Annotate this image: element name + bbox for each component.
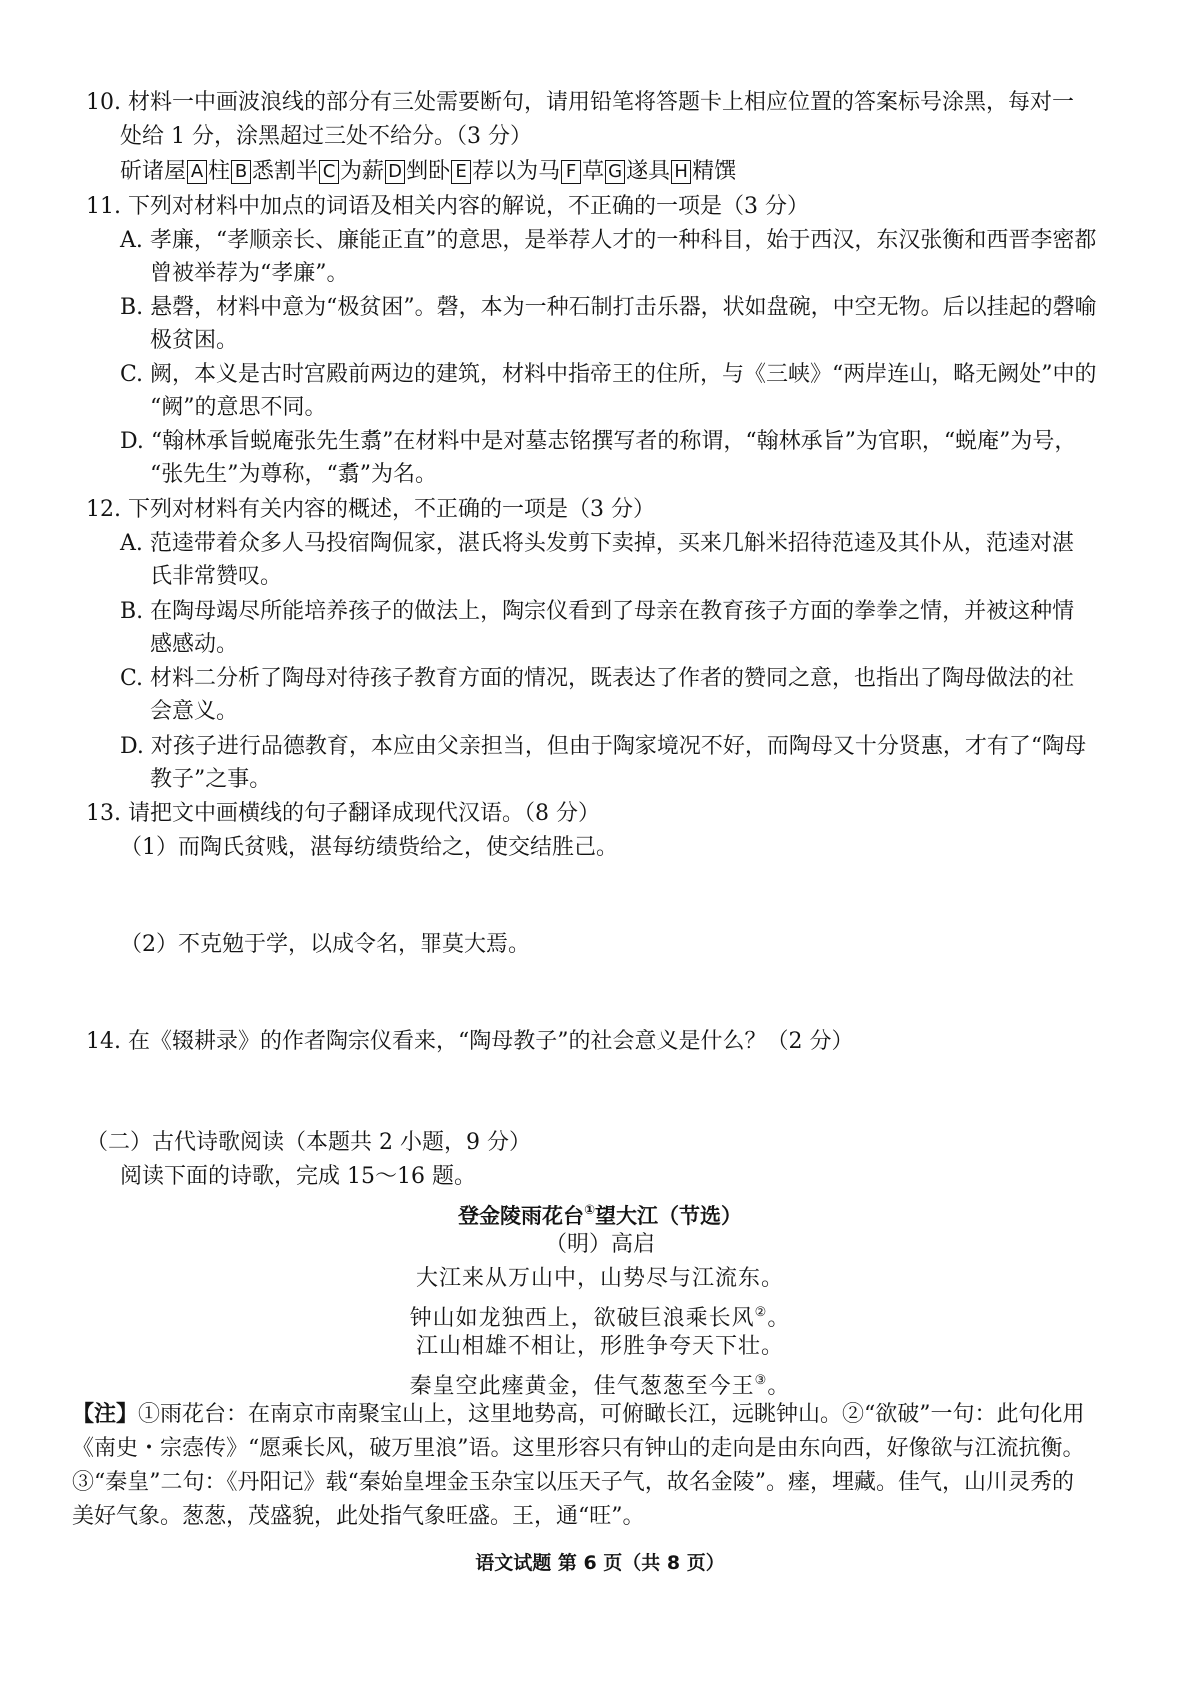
poem-verse-text: 秦皇空此瘗黄金，佳气葱葱至今王 [409, 1374, 755, 1399]
answer-box-f[interactable]: F [561, 160, 581, 184]
note-line-2: 《南史・宗悫传》“愿乘长风，破万里浪”语。这里形容只有钟山的走向是由东向西，好像欲与江流抗衡。 [72, 1436, 1085, 1461]
seg-text: 剉卧 [406, 159, 451, 184]
q11-option-b-cont: 极贫困。 [150, 328, 239, 353]
q12-option-b-cont: 感感动。 [150, 632, 239, 657]
q10-line2: 处给 1 分，涂黑超过三处不给分。（3 分） [120, 124, 532, 149]
note-line-4: 美好气象。葱葱，茂盛貌，此处指气象旺盛。王，通“旺”。 [72, 1504, 645, 1529]
note-line-1 [72, 1400, 1085, 1430]
footnote-mark: ① [583, 1203, 595, 1218]
poem-title-part2: 望大江（节选） [595, 1204, 742, 1228]
section-instruction: 阅读下面的诗歌，完成 15～16 题。 [120, 1164, 476, 1189]
page-footer: 语文试题 第 6 页（共 8 页） [475, 1552, 725, 1574]
q11-option-d: D. “翰林承旨蜕庵张先生翥”在材料中是对墓志铭撰写者的称谓，“翰林承旨”为官职，“蜕庵”为号， [120, 429, 1077, 454]
q14-stem: 14. 在《辍耕录》的作者陶宗仪看来，“陶母教子”的社会意义是什么？（2 分） [86, 1029, 854, 1054]
answer-box-h[interactable]: H [671, 160, 691, 184]
answer-box-b[interactable]: B [231, 160, 251, 184]
answer-box-c[interactable]: C [319, 160, 339, 184]
q10-segmentation-text [120, 157, 736, 187]
section-heading: （二）古代诗歌阅读（本题共 2 小题，9 分） [86, 1130, 531, 1155]
q12-option-d-cont: 教子”之事。 [150, 767, 272, 792]
q12-option-c: C. 材料二分析了陶母对待孩子教育方面的情况，既表达了作者的赞同之意，也指出了陶母做法的社 [120, 666, 1075, 691]
q11-option-a-cont: 曾被举荐为“孝廉”。 [150, 261, 349, 286]
q10-line1: 10. 材料一中画波浪线的部分有三处需要断句，请用铅笔将答题卡上相应位置的答案标号涂黑，每对一 [86, 90, 1074, 115]
seg-text: 为薪 [340, 159, 385, 184]
note-line-3: ③“秦皇”二句：《丹阳记》载“秦始皇埋金玉杂宝以压天子气，故名金陵”。瘗，埋藏。佳气，山川灵秀的 [72, 1470, 1074, 1495]
q12-option-a: A. 范逵带着众多人马投宿陶侃家，湛氏将头发剪下卖掉，买来几斛米招待范逵及其仆从，范逵对湛 [120, 531, 1074, 556]
answer-box-a[interactable]: A [187, 160, 207, 184]
seg-text: 遂具 [626, 159, 671, 184]
poem-verse-text: 钟山如龙独西上，欲破巨浪乘长风 [409, 1306, 755, 1331]
seg-text: 荐以为马 [472, 159, 561, 184]
q11-option-d-cont: “张先生”为尊称，“翥”为名。 [150, 462, 437, 487]
q11-option-b: B. 悬磬，材料中意为“极贫困”。磬，本为一种石制打击乐器，状如盘碗，中空无物。后以挂起的磬喻 [120, 295, 1097, 320]
q12-option-c-cont: 会意义。 [150, 699, 239, 724]
answer-box-e[interactable]: E [451, 160, 471, 184]
seg-text: 草 [582, 159, 605, 184]
poem-author: （明）高启 [544, 1232, 655, 1257]
q12-stem: 12. 下列对材料有关内容的概述，不正确的一项是（3 分） [86, 497, 655, 522]
note-tag: 【注】 [72, 1402, 139, 1427]
poem-title-part1: 登金陵雨花台 [457, 1204, 584, 1228]
q12-option-d: D. 对孩子进行品德教育，本应由父亲担当，但由于陶家境况不好，而陶母又十分贤惠，才有了“陶母 [120, 734, 1087, 759]
q12-option-a-cont: 氏非常赞叹。 [150, 564, 283, 589]
q12-option-b: B. 在陶母竭尽所能培养孩子的做法上，陶宗仪看到了母亲在教育孩子方面的拳拳之情，并被这种情 [120, 599, 1075, 624]
poem-verse-end: 。 [767, 1306, 791, 1331]
seg-text: 斫诸屋 [120, 159, 187, 184]
poem-title [0, 1196, 1200, 1231]
poem-verse-4 [0, 1366, 1200, 1402]
footnote-mark: ③ [754, 1373, 768, 1388]
seg-text: 精馔 [692, 159, 737, 184]
answer-box-g[interactable]: G [605, 160, 625, 184]
note-text: ①雨花台：在南京市南聚宝山上，这里地势高，可俯瞰长江，远眺钟山。②“欲破”一句：此句化用 [138, 1402, 1085, 1427]
answer-box-d[interactable]: D [385, 160, 405, 184]
seg-text: 柱 [208, 159, 231, 184]
poem-verse-1: 大江来从万山中，山势尽与江流东。 [415, 1266, 784, 1291]
footnote-mark: ② [754, 1305, 768, 1320]
q11-option-c-cont: “阙”的意思不同。 [150, 395, 327, 420]
poem-verse-end: 。 [767, 1374, 791, 1399]
q11-option-a: A. 孝廉，“孝顺亲长、廉能正直”的意思，是举荐人才的一种科目，始于西汉，东汉张衡和西晋李密都 [120, 228, 1097, 253]
q11-option-c: C. 阙，本义是古时宫殿前两边的建筑，材料中指帝王的住所，与《三峡》“两岸连山，略无阙处”中的 [120, 362, 1097, 387]
poem-verse-2 [0, 1298, 1200, 1334]
q13-sentence-1: （1）而陶氏贫贱，湛每纺绩赀给之，使交结胜己。 [120, 835, 618, 860]
seg-text: 悉割半 [252, 159, 319, 184]
q13-sentence-2: （2）不克勉于学，以成令名，罪莫大焉。 [120, 932, 530, 957]
q13-stem: 13. 请把文中画横线的句子翻译成现代汉语。（8 分） [86, 801, 600, 826]
poem-verse-3: 江山相雄不相让，形胜争夸天下壮。 [415, 1334, 784, 1359]
q11-stem: 11. 下列对材料中加点的词语及相关内容的解说，不正确的一项是（3 分） [86, 194, 809, 219]
